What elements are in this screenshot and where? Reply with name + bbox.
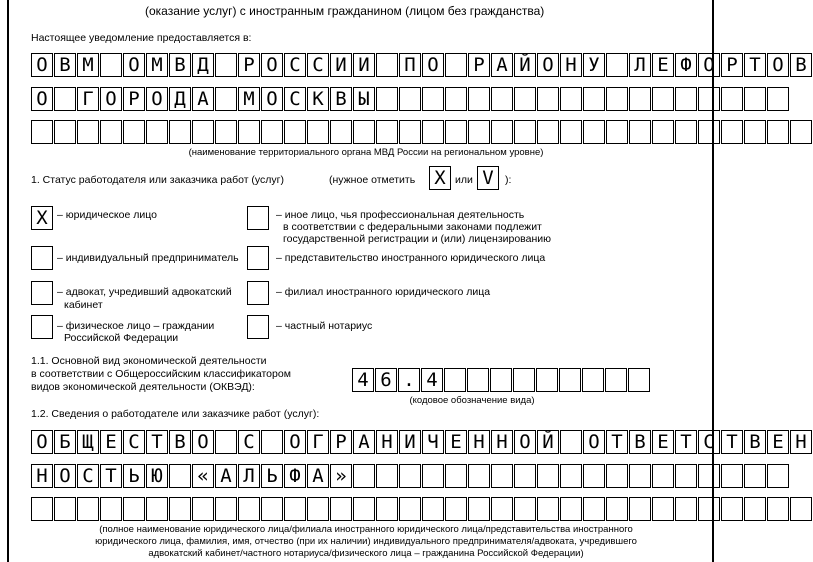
char-cell[interactable]: [238, 120, 260, 144]
char-cell[interactable]: [537, 497, 559, 521]
char-cell[interactable]: [238, 497, 260, 521]
okved-caption: (кодовое обозначение вида): [409, 395, 535, 406]
checkbox-individual-entrepreneur[interactable]: [31, 246, 53, 270]
checkbox-branch[interactable]: [247, 281, 269, 305]
char-cell[interactable]: [215, 430, 237, 454]
char-cell[interactable]: Н: [468, 430, 490, 454]
char-cell[interactable]: Н: [560, 53, 582, 77]
okved-code-cells[interactable]: [352, 368, 651, 392]
char-cell[interactable]: О: [123, 53, 145, 77]
char-cell[interactable]: [261, 497, 283, 521]
char-cell[interactable]: Ф: [675, 53, 697, 77]
char-cell[interactable]: О: [537, 53, 559, 77]
char-cell[interactable]: [560, 497, 582, 521]
char-cell[interactable]: [54, 120, 76, 144]
char-cell[interactable]: О: [698, 53, 720, 77]
char-cell[interactable]: [491, 120, 513, 144]
authority-row-3[interactable]: [31, 120, 813, 144]
label-physical-line2: Российской Федерации: [64, 332, 179, 344]
section11-line3: видов экономической деятельности (ОКВЭД):: [31, 381, 255, 393]
char-cell[interactable]: [721, 87, 743, 111]
label-individual-entrepreneur: – индивидуальный предприниматель: [57, 252, 239, 264]
char-cell[interactable]: [536, 368, 558, 392]
checkbox-other-person[interactable]: [247, 206, 269, 230]
char-cell[interactable]: [444, 368, 466, 392]
char-cell[interactable]: Й: [537, 430, 559, 454]
char-cell[interactable]: А: [491, 53, 513, 77]
char-cell[interactable]: Ь: [123, 464, 145, 488]
char-cell[interactable]: [100, 53, 122, 77]
char-cell[interactable]: В: [330, 87, 352, 111]
char-cell[interactable]: [399, 87, 421, 111]
char-cell[interactable]: [422, 464, 444, 488]
section11-line2: в соответствии с Общероссийским классификатором: [31, 368, 291, 380]
char-cell[interactable]: М: [146, 53, 168, 77]
char-cell[interactable]: Е: [445, 430, 467, 454]
char-cell[interactable]: [744, 120, 766, 144]
char-cell[interactable]: [491, 87, 513, 111]
char-cell[interactable]: [790, 497, 812, 521]
char-cell[interactable]: [583, 120, 605, 144]
char-cell[interactable]: »: [330, 464, 352, 488]
char-cell[interactable]: [100, 497, 122, 521]
char-cell[interactable]: [100, 120, 122, 144]
char-cell[interactable]: [491, 497, 513, 521]
char-cell[interactable]: А: [353, 430, 375, 454]
char-cell[interactable]: Б: [54, 430, 76, 454]
char-cell[interactable]: В: [169, 53, 191, 77]
char-cell[interactable]: [629, 497, 651, 521]
char-cell[interactable]: Н: [376, 430, 398, 454]
char-cell[interactable]: Е: [652, 430, 674, 454]
char-cell[interactable]: [606, 464, 628, 488]
char-cell[interactable]: [744, 497, 766, 521]
notice-label: Настоящее уведомление предоставляется в:: [31, 32, 252, 44]
char-cell[interactable]: [376, 53, 398, 77]
char-cell[interactable]: Р: [468, 53, 490, 77]
char-cell[interactable]: [422, 120, 444, 144]
char-cell[interactable]: [77, 497, 99, 521]
char-cell[interactable]: [399, 120, 421, 144]
label-other-line2: в соответствии с федеральными законами подлежит: [283, 221, 542, 233]
char-cell[interactable]: Щ: [77, 430, 99, 454]
char-cell[interactable]: Н: [491, 430, 513, 454]
char-cell[interactable]: [261, 120, 283, 144]
char-cell[interactable]: [445, 53, 467, 77]
char-cell[interactable]: [560, 120, 582, 144]
char-cell[interactable]: В: [790, 53, 812, 77]
checkbox-lawyer[interactable]: [31, 281, 53, 305]
char-cell[interactable]: [330, 120, 352, 144]
char-cell[interactable]: [307, 120, 329, 144]
char-cell[interactable]: [652, 120, 674, 144]
char-cell[interactable]: [445, 497, 467, 521]
char-cell[interactable]: О: [261, 87, 283, 111]
authority-row-1[interactable]: [31, 53, 813, 77]
char-cell[interactable]: Т: [721, 430, 743, 454]
char-cell[interactable]: [376, 87, 398, 111]
char-cell[interactable]: [376, 464, 398, 488]
char-cell[interactable]: [353, 464, 375, 488]
char-cell[interactable]: В: [169, 430, 191, 454]
label-other-line1: – иное лицо, чья профессиональная деятельность: [276, 209, 525, 221]
char-cell[interactable]: [767, 87, 789, 111]
char-cell[interactable]: [721, 464, 743, 488]
char-cell[interactable]: [605, 368, 627, 392]
char-cell[interactable]: [560, 87, 582, 111]
char-cell[interactable]: 4: [352, 368, 374, 392]
char-cell[interactable]: [606, 120, 628, 144]
char-cell[interactable]: [490, 368, 512, 392]
char-cell[interactable]: П: [399, 53, 421, 77]
char-cell[interactable]: Р: [238, 53, 260, 77]
employer-caption-3: адвокатский кабинет/частного нотариуса/физического лица – гражданина Российской Федерации): [148, 548, 584, 559]
char-cell[interactable]: [537, 120, 559, 144]
char-cell[interactable]: [31, 120, 53, 144]
section12-title: 1.2. Сведения о работодателе или заказчике работ (услуг):: [31, 408, 320, 420]
char-cell[interactable]: [215, 53, 237, 77]
char-cell[interactable]: [628, 368, 650, 392]
char-cell[interactable]: [468, 497, 490, 521]
char-cell[interactable]: [491, 464, 513, 488]
label-lawyer-line2: кабинет: [64, 299, 103, 311]
char-cell[interactable]: Е: [652, 53, 674, 77]
char-cell[interactable]: [652, 497, 674, 521]
label-branch: – филиал иностранного юридического лица: [276, 286, 491, 298]
char-cell[interactable]: [675, 120, 697, 144]
mark-hint-suffix: ):: [505, 174, 512, 186]
char-cell[interactable]: [307, 497, 329, 521]
char-cell[interactable]: [146, 497, 168, 521]
char-cell[interactable]: [583, 87, 605, 111]
char-cell[interactable]: [698, 464, 720, 488]
char-cell[interactable]: [790, 120, 812, 144]
char-cell[interactable]: О: [261, 53, 283, 77]
char-cell[interactable]: [629, 87, 651, 111]
char-cell[interactable]: А: [215, 464, 237, 488]
char-cell[interactable]: [629, 120, 651, 144]
char-cell[interactable]: Т: [744, 53, 766, 77]
char-cell[interactable]: С: [284, 87, 306, 111]
char-cell[interactable]: И: [353, 53, 375, 77]
employer-row-1[interactable]: [31, 430, 813, 454]
char-cell[interactable]: [445, 87, 467, 111]
char-cell[interactable]: О: [284, 430, 306, 454]
char-cell[interactable]: С: [77, 464, 99, 488]
char-cell[interactable]: [721, 497, 743, 521]
char-cell[interactable]: Й: [514, 53, 536, 77]
char-cell[interactable]: Л: [629, 53, 651, 77]
char-cell[interactable]: [399, 464, 421, 488]
employer-row-2[interactable]: [31, 464, 790, 488]
char-cell[interactable]: [353, 120, 375, 144]
char-cell[interactable]: [422, 497, 444, 521]
char-cell[interactable]: [468, 87, 490, 111]
char-cell[interactable]: [583, 497, 605, 521]
char-cell[interactable]: [169, 120, 191, 144]
char-cell[interactable]: [583, 464, 605, 488]
char-cell[interactable]: С: [238, 430, 260, 454]
char-cell[interactable]: Т: [100, 464, 122, 488]
char-cell[interactable]: О: [422, 53, 444, 77]
char-cell[interactable]: [744, 87, 766, 111]
char-cell[interactable]: К: [307, 87, 329, 111]
char-cell[interactable]: Ч: [422, 430, 444, 454]
char-cell[interactable]: [169, 464, 191, 488]
char-cell[interactable]: М: [77, 53, 99, 77]
char-cell[interactable]: [31, 497, 53, 521]
char-cell[interactable]: [467, 368, 489, 392]
char-cell[interactable]: [330, 497, 352, 521]
char-cell[interactable]: [399, 497, 421, 521]
char-cell[interactable]: Д: [169, 87, 191, 111]
employer-caption-2: юридического лица, фамилия, имя, отчество (при их наличии) индивидуального предпринимателя/адвоката, учредившего: [95, 536, 637, 547]
char-cell[interactable]: [721, 120, 743, 144]
char-cell[interactable]: Н: [790, 430, 812, 454]
char-cell[interactable]: [582, 368, 604, 392]
mark-hint-or: или: [455, 174, 473, 186]
char-cell[interactable]: [376, 497, 398, 521]
char-cell[interactable]: [169, 497, 191, 521]
char-cell[interactable]: Ф: [284, 464, 306, 488]
char-cell[interactable]: [514, 120, 536, 144]
char-cell[interactable]: [468, 120, 490, 144]
char-cell[interactable]: Р: [721, 53, 743, 77]
char-cell[interactable]: Р: [123, 87, 145, 111]
char-cell[interactable]: [606, 87, 628, 111]
label-rep-office: – представительство иностранного юридического лица: [276, 252, 546, 264]
label-legal-entity: – юридическое лицо: [57, 209, 157, 221]
authority-caption: (наименование территориального органа МВД России на региональном уровне): [188, 147, 544, 158]
char-cell[interactable]: [422, 87, 444, 111]
employer-row-3[interactable]: [31, 497, 813, 521]
char-cell[interactable]: [192, 497, 214, 521]
mark-example-v: V: [477, 166, 499, 190]
char-cell[interactable]: Г: [77, 87, 99, 111]
char-cell[interactable]: М: [238, 87, 260, 111]
section1-title: 1. Статус работодателя или заказчика работ (услуг): [31, 174, 284, 186]
char-cell[interactable]: Т: [675, 430, 697, 454]
char-cell[interactable]: [767, 497, 789, 521]
left-border-line: [7, 0, 9, 562]
char-cell[interactable]: В: [744, 430, 766, 454]
char-cell[interactable]: О: [31, 53, 53, 77]
char-cell[interactable]: Р: [330, 430, 352, 454]
char-cell[interactable]: Г: [307, 430, 329, 454]
char-cell[interactable]: 6: [375, 368, 397, 392]
char-cell[interactable]: О: [146, 87, 168, 111]
char-cell[interactable]: О: [514, 430, 536, 454]
char-cell[interactable]: О: [192, 430, 214, 454]
char-cell[interactable]: С: [123, 430, 145, 454]
char-cell[interactable]: [146, 120, 168, 144]
char-cell[interactable]: [606, 497, 628, 521]
char-cell[interactable]: Т: [606, 430, 628, 454]
char-cell[interactable]: 4: [421, 368, 443, 392]
char-cell[interactable]: [698, 87, 720, 111]
char-cell[interactable]: Е: [100, 430, 122, 454]
char-cell[interactable]: [606, 53, 628, 77]
header-line: (оказание услуг) с иностранным гражданином (лицом без гражданства): [145, 4, 545, 18]
char-cell[interactable]: Е: [767, 430, 789, 454]
char-cell[interactable]: [629, 464, 651, 488]
char-cell[interactable]: [123, 120, 145, 144]
authority-row-2[interactable]: [31, 87, 790, 111]
char-cell[interactable]: [77, 120, 99, 144]
section11-line1: 1.1. Основной вид экономической деятельности: [31, 355, 267, 367]
char-cell[interactable]: [376, 120, 398, 144]
char-cell[interactable]: С: [698, 430, 720, 454]
char-cell[interactable]: [445, 464, 467, 488]
char-cell[interactable]: Т: [146, 430, 168, 454]
char-cell[interactable]: А: [192, 87, 214, 111]
checkbox-rep-office[interactable]: [247, 246, 269, 270]
char-cell[interactable]: [514, 464, 536, 488]
label-other-line3: государственной регистрации и (или) лицензированию: [283, 233, 552, 245]
char-cell[interactable]: У: [583, 53, 605, 77]
char-cell[interactable]: [513, 368, 535, 392]
char-cell[interactable]: [675, 464, 697, 488]
char-cell[interactable]: [560, 430, 582, 454]
char-cell[interactable]: О: [767, 53, 789, 77]
char-cell[interactable]: В: [629, 430, 651, 454]
char-cell[interactable]: [559, 368, 581, 392]
char-cell[interactable]: О: [31, 430, 53, 454]
mark-example-x: X: [429, 166, 451, 190]
char-cell[interactable]: [123, 497, 145, 521]
char-cell[interactable]: [54, 87, 76, 111]
label-physical-line1: – физическое лицо – граждании: [57, 320, 215, 332]
char-cell[interactable]: [560, 464, 582, 488]
char-cell[interactable]: [284, 497, 306, 521]
char-cell[interactable]: [215, 120, 237, 144]
char-cell[interactable]: [537, 87, 559, 111]
char-cell[interactable]: [514, 87, 536, 111]
char-cell[interactable]: И: [330, 53, 352, 77]
char-cell[interactable]: [468, 464, 490, 488]
char-cell[interactable]: [675, 87, 697, 111]
char-cell[interactable]: Н: [31, 464, 53, 488]
char-cell[interactable]: [698, 120, 720, 144]
employer-caption-1: (полное наименование юридического лица/филиала иностранного юридического лица/представительства иностранного: [99, 524, 633, 535]
char-cell[interactable]: [698, 497, 720, 521]
char-cell[interactable]: Ы: [353, 87, 375, 111]
char-cell[interactable]: О: [583, 430, 605, 454]
checkbox-notary[interactable]: [247, 315, 269, 339]
char-cell[interactable]: [284, 120, 306, 144]
char-cell[interactable]: .: [398, 368, 420, 392]
char-cell[interactable]: [767, 464, 789, 488]
char-cell[interactable]: Ь: [261, 464, 283, 488]
char-cell[interactable]: [353, 497, 375, 521]
char-cell[interactable]: Ю: [146, 464, 168, 488]
char-cell[interactable]: Л: [238, 464, 260, 488]
checkbox-legal-entity[interactable]: X: [31, 206, 53, 230]
char-cell[interactable]: [215, 87, 237, 111]
char-cell[interactable]: И: [399, 430, 421, 454]
char-cell[interactable]: В: [54, 53, 76, 77]
char-cell[interactable]: А: [307, 464, 329, 488]
char-cell[interactable]: [445, 120, 467, 144]
char-cell[interactable]: [537, 464, 559, 488]
char-cell[interactable]: [192, 120, 214, 144]
char-cell[interactable]: С: [307, 53, 329, 77]
char-cell[interactable]: Д: [192, 53, 214, 77]
char-cell[interactable]: [675, 497, 697, 521]
char-cell[interactable]: О: [100, 87, 122, 111]
char-cell[interactable]: [261, 430, 283, 454]
char-cell[interactable]: «: [192, 464, 214, 488]
char-cell[interactable]: О: [54, 464, 76, 488]
char-cell[interactable]: [767, 120, 789, 144]
char-cell[interactable]: [652, 87, 674, 111]
char-cell[interactable]: [652, 464, 674, 488]
char-cell[interactable]: [54, 497, 76, 521]
checkbox-physical-person[interactable]: [31, 315, 53, 339]
label-lawyer-line1: – адвокат, учредивший адвокатский: [57, 286, 232, 298]
char-cell[interactable]: О: [31, 87, 53, 111]
char-cell[interactable]: С: [284, 53, 306, 77]
char-cell[interactable]: [215, 497, 237, 521]
char-cell[interactable]: [514, 497, 536, 521]
label-notary: – частный нотариус: [276, 320, 373, 332]
char-cell[interactable]: [744, 464, 766, 488]
mark-hint-prefix: (нужное отметить: [329, 174, 416, 186]
